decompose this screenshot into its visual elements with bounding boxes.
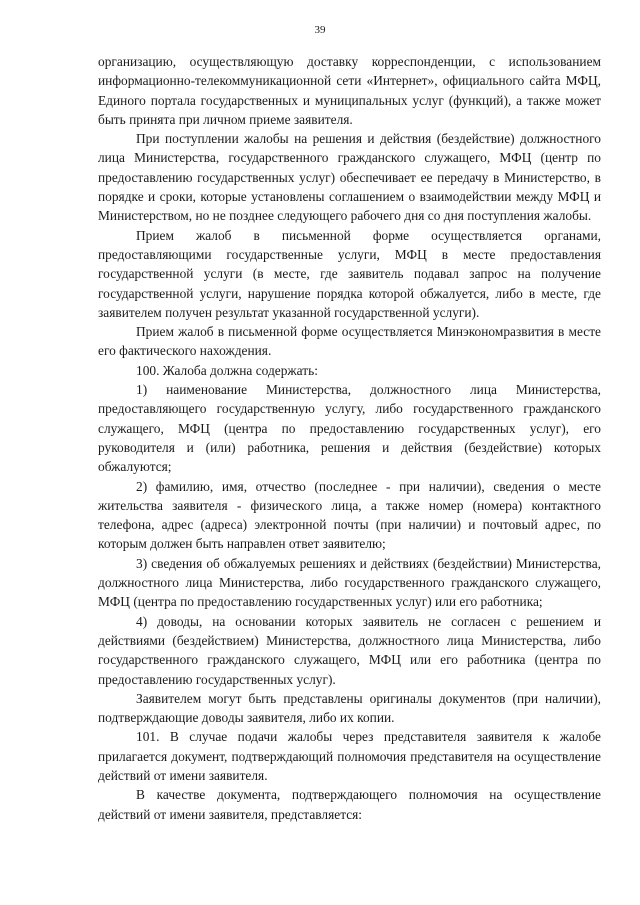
paragraph-authority-document: В качестве документа, подтверждающего полномочия на осуществление действий от имени заявителя, представляется:	[98, 787, 601, 822]
paragraph-item-4: 4) доводы, на основании которых заявитель не согласен с решением и действиями (бездействием) Министерства, должностного лица Министерства, либо государственного гражданского служащего, МФЦ или его работника (центра по предоставлению государственных услуг).	[98, 613, 601, 687]
paragraph-written-complaints-organs: Прием жалоб в письменной форме осуществляется органами, предоставляющими государственные услуги, МФЦ в месте предоставления государственной услуги (в месте, где заявитель подавал запрос на получение государственной услуги, нарушение порядка которой обжалуется, либо в месте, где заявителем получен результат указанной государственной услуги).	[98, 227, 601, 320]
paragraph-originals: Заявителем могут быть представлены оригиналы документов (при наличии), подтверждающие доводы заявителя, либо их копии.	[98, 690, 601, 726]
document-body	[98, 52, 601, 824]
paragraph-continuation: организацию, осуществляющую доставку корреспонденции, с использованием информационно-телекоммуникационной сети «Интернет», официального сайта МФЦ, Единого портала государственных и муниципальных услуг (функций), а также может быть принята при личном приеме заявителя.	[98, 54, 601, 127]
paragraph-complaint-transfer: При поступлении жалобы на решения и действия (бездействие) должностного лица Министерства, государственного гражданского служащего, МФЦ (центр по предоставлению государственных услуг) обеспечивает ее передачу в Министерство, в порядке и сроки, которые установлены соглашением о взаимодействии между МФЦ и Министерством, но не позднее следующего рабочего дня со дня поступления жалобы.	[98, 131, 601, 224]
paragraph-item-3: 3) сведения об обжалуемых решениях и действиях (бездействии) Министерства, должностного лица Министерства, либо государственного гражданского служащего, МФЦ (центра по предоставлению государственных услуг) или его работника;	[98, 555, 601, 610]
paragraph-written-complaints-ministry: Прием жалоб в письменной форме осуществляется Минэкономразвития в месте его фактического нахождения.	[98, 324, 601, 359]
paragraph-item-101: 101. В случае подачи жалобы через представителя заявителя к жалобе прилагается документ, подтверждающий полномочия представителя на осуществление действий от имени заявителя.	[98, 729, 601, 783]
paragraph-item-100: 100. Жалоба должна содержать:	[136, 362, 318, 378]
paragraph-item-2: 2) фамилию, имя, отчество (последнее - при наличии), сведения о месте жительства заявителя - физического лица, а также номер (номера) контактного телефона, адрес (адреса) электронной почты (при наличии) и почтовый адрес, по которым должен быть направлен ответ заявителю;	[98, 478, 601, 552]
page-number: 39	[314, 24, 326, 36]
paragraph-item-1: 1) наименование Министерства, должностного лица Министерства, предоставляющего государственную услугу, либо государственного гражданского служащего, МФЦ (центра по предоставлению государственных услуг), его руководителя и (или) работника, решения и действия (бездействие) которых обжалуются;	[98, 382, 601, 475]
